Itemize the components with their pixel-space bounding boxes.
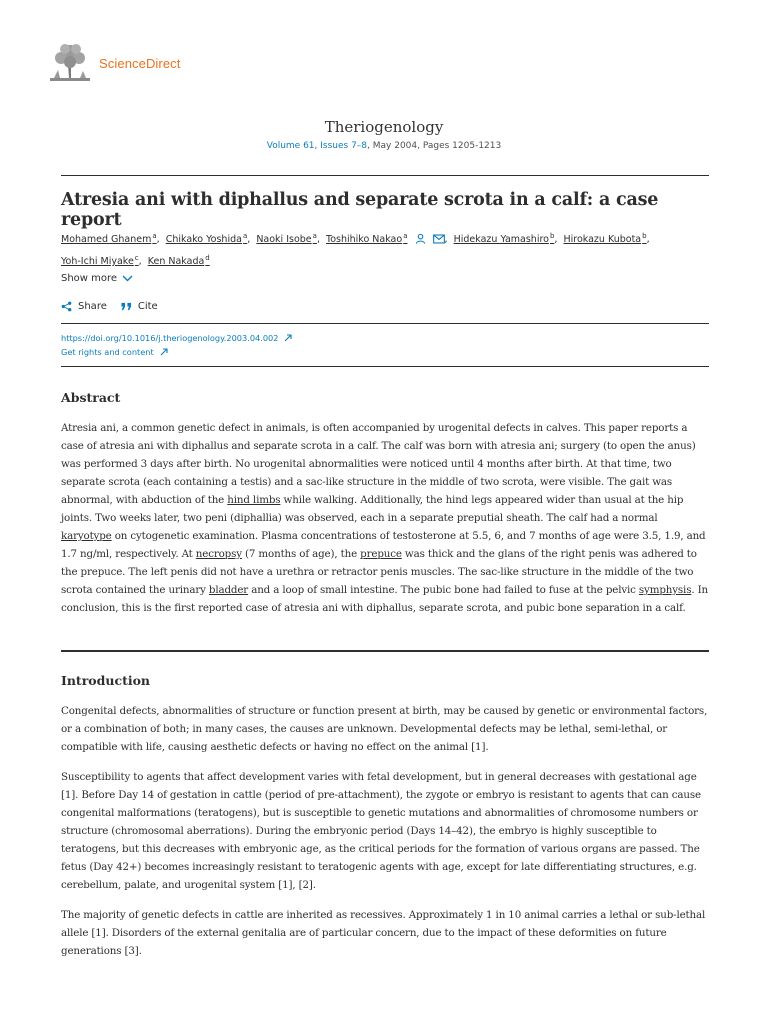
article-title: Atresia ani with diphallus and separate scrota in a calf: a case report (61, 190, 659, 230)
share-button[interactable] (61, 301, 107, 312)
rights-link[interactable]: Get rights and content (61, 347, 168, 357)
volume-info (0, 141, 768, 151)
intro-paragraph: The majority of genetic defects in cattle are inherited as recessives. Approximately 1 in 10 animal carries a lethal or sub-lethal allele [1]. Disorders of the external genitalia are of particular concern, due to the impact of these deformities on future generations [3]. (61, 909, 706, 957)
keyword-link[interactable]: bladder (208, 584, 249, 596)
author-link[interactable]: Mohamed Ghanem$^a$ (61, 232, 157, 245)
site-header (48, 40, 181, 84)
abstract-heading: Abstract (61, 390, 121, 405)
intro-paragraph: Susceptibility to agents that affect development varies with fetal development, but in general decreases with gestational age [1]. Before Day 14 of gestation in cattle (period of pre-attachment), the zygote or embryo is resistant to agents that can cause congenital malformations (teratogens), but is susceptible to genetic mutations and abnormalities of chromosome numbers or structure (chromosomal aberrations). During the embryonic period (Days 14–42), the embryo is highly susceptible to teratogens, but this decreases with embryonic age, as the critical periods for the formation of various organs are passed. The fetus (Day 42+) becomes increasingly resistant to teratogenic agents with age, except for late differentiating structures, e.g. cerebellum, palate, and urogenital system [1], [2]. (61, 771, 701, 891)
article-actions (61, 301, 172, 312)
email-icon[interactable] (433, 234, 445, 244)
cite-button[interactable] (121, 301, 158, 312)
divider (61, 650, 709, 652)
share-icon (61, 301, 72, 312)
introduction-heading: Introduction (61, 673, 151, 688)
author-link[interactable]: Toshihiko Nakao$^a$ (326, 232, 408, 245)
doi-link[interactable]: https://doi.org/10.1016/j.theriogenology.2003.04.002 (61, 333, 292, 343)
author-list: Mohamed Ghanem$^a$, Chikako Yoshida$^a$, Naoki Isobe$^a$, Toshihiko Nakao$^a$ , Hidekazu Yamashiro$^b$, Hirokazu Kubota$^b$, Yoh-Ichi Miyake$^c$, Ken Nakada$^d$ (61, 232, 650, 267)
author-link[interactable]: Chikako Yoshida$^a$ (165, 232, 248, 245)
author-link[interactable]: Hidekazu Yamashiro$^b$ (453, 232, 555, 245)
journal-name[interactable]: Theriogenology (324, 118, 444, 136)
show-more-label: Show more (61, 273, 118, 284)
keyword-link[interactable]: prepuce (360, 548, 402, 560)
external-link-icon (284, 334, 292, 342)
volume-issue-link[interactable]: Volume 61, Issues 7–8 (266, 141, 368, 151)
keyword-link[interactable]: hind limbs (227, 494, 281, 506)
person-icon[interactable] (415, 233, 426, 244)
keyword-link[interactable]: necropsy (195, 548, 242, 560)
author-link[interactable]: Yoh-Ichi Miyake$^c$ (61, 254, 139, 267)
share-label: Share (78, 301, 107, 312)
divider (61, 175, 709, 176)
author-link[interactable]: Ken Nakada$^d$ (147, 254, 210, 267)
external-link-icon (160, 348, 168, 356)
author-link[interactable]: Hirokazu Kubota$^b$ (563, 232, 647, 245)
divider (61, 323, 709, 324)
sciencedirect-brand-link[interactable]: ScienceDirect (99, 55, 181, 71)
author-link[interactable]: Naoki Isobe$^a$ (256, 232, 317, 245)
elsevier-tree-logo-icon[interactable] (48, 40, 92, 84)
cite-label: Cite (137, 301, 158, 312)
quote-icon (121, 302, 132, 311)
volume-details: , May 2004, Pages 1205-1213 (367, 141, 502, 151)
abstract-text: Atresia ani, a common genetic defect in animals, is often accompanied by urogenital defects in calves. This paper reports a case of atresia ani with diphallus and separate scrota in a calf. The calf was born with atresia ani; surgery (to open the anus) was performed 3 days after birth. No urogenital abnormalities were noticed until 4 months after birth. At that time, two separate scrota (each containing a testis) and a sac-like structure in the middle of two scrota, were visible. The gait was abnormal, with abduction of the hind limbs while walking. Additionally, the hind legs appeared wider than usual at the hip joints. Two weeks later, two peni (diphallia) was observed, each in a separate preputial sheath. The calf had a normal karyotype on cytogenetic examination. Plasma concentrations of testosterone at 5.5, 6, and 7 months of age were 3.5, 1.9, and 1.7 ng/ml, respectively. At necropsy (7 months of age), the prepuce was thick and the glans of the right penis was adhered to the prepuce. The left penis did not have a urethra or retractor penis muscles. The sac-like structure in the middle of the two scrota contained the urinary bladder and a loop of small intestine. The pubic bone had failed to fuse at the pelvic symphysis. In conclusion, this is the first reported case of atresia ani with diphallus, separate scrota, and pubic bone separation in a calf. (61, 422, 708, 614)
intro-paragraph: Congenital defects, abnormalities of structure or function present at birth, may be caused by genetic or environmental factors, or a combination of both; in many cases, the causes are unknown. Developmental defects may be lethal, semi-lethal, or compatible with life, causing aesthetic defects or having no effect on the animal [1]. (61, 705, 708, 753)
show-more-button[interactable] (61, 273, 133, 284)
chevron-down-icon (122, 275, 133, 282)
keyword-link[interactable]: symphysis (638, 584, 692, 596)
keyword-link[interactable]: karyotype (61, 530, 112, 542)
divider (61, 366, 709, 367)
